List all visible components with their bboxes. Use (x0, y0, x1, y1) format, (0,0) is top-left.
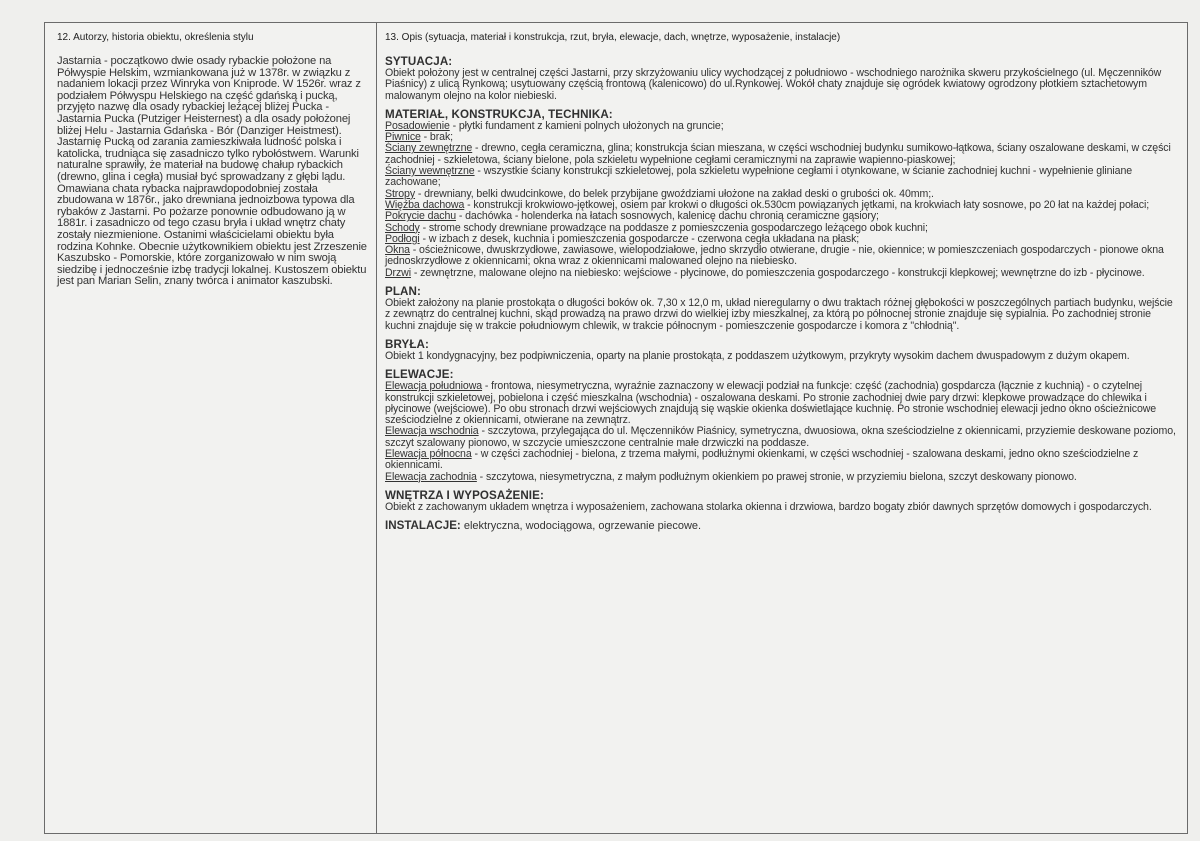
description-header: 13. Opis (sytuacja, materiał i konstrukcja, rzut, bryła, elewacje, dach, wnętrze, wyposażenie, instalacje) (385, 32, 841, 43)
section-title: WNĘTRZA I WYPOSAŻENIE: (385, 488, 544, 502)
list-item (385, 381, 1180, 426)
item-label: Elewacja wschodnia (385, 425, 479, 438)
section-title: ELEWACJE: (385, 368, 454, 382)
list-item (385, 121, 1180, 132)
item-label: Posadowienie (385, 119, 450, 132)
item-text: - brak; (420, 131, 453, 144)
list-item (385, 143, 1180, 166)
column-divider (376, 22, 377, 834)
item-label: Elewacja zachodnia (385, 470, 477, 483)
list-item (385, 166, 1180, 189)
section-title: MATERIAŁ, KONSTRUKCJA, TECHNIKA: (385, 107, 613, 121)
item-text: - drewniany, belki dwudcinkowe, do belek przybijane gwoździami ułożone na zakład deski o grubości ok. 40mm;. (415, 187, 934, 200)
item-label: Ściany zewnętrzne (385, 142, 473, 155)
history-header: 12. Autorzy, historia obiektu, określenia stylu (57, 32, 254, 43)
item-label: Elewacja północna (385, 448, 472, 461)
item-text: - ościeżnicowe, dwuskrzydłowe, zawiasowe, wielopodziałowe, jedno skrzydło otwierane, drugie - nie, okiennice; w pomieszczeniach gospodarczych - pionowe okna jednoskrzydłowe z okiennicami; okna wraz z okiennicami malowaned olejno na niebiesko. (385, 244, 1164, 268)
list-item (385, 268, 1180, 279)
section-text: Obiekt położony jest w centralnej części Jastarni, przy skrzyżowaniu ulicy wychodzącej z południowo - wschodniego narożnika skweru przykościelnego (ul. Męczenników Piaśnicy) z ulicą Rynkową; usytuowany częścią frontową (kalenicowo) do ul.Rynkowej. Wokół chaty znajduje się ogródek kwiatowy ogrodzony płotkiem sztachetowym malowanym olejno na kolor niebieski. (385, 67, 1162, 102)
section-text: elektryczna, wodociągowa, ogrzewanie piecowe. (460, 520, 702, 533)
list-item (385, 449, 1180, 472)
item-label: Okna (385, 244, 410, 257)
item-text: - w izbach z desek, kuchnia i pomieszczenia gospodarcze - czerwona cegła układana na płask; (419, 232, 860, 245)
item-label: Schody (385, 221, 420, 234)
section-title: PLAN: (385, 285, 421, 299)
list-item (385, 472, 1180, 483)
section-material (385, 109, 1180, 279)
history-text (57, 56, 369, 288)
item-text: - w części zachodniej - bielona, z trzema małymi, podłużnymi okienkami, w części wschodniej - szalowana deskami, jedno okno sześciodzielne z okiennicami. (385, 448, 1139, 472)
section-wnetrza (385, 490, 1180, 513)
section-title: INSTALACJE: (385, 519, 461, 533)
section-text: Obiekt założony na planie prostokąta o długości boków ok. 7,30 x 12,0 m, układ nieregularny o dwu traktach różnej głębokości w poszczególnych partiach budynku, wejście z zewnątrz do centralnej kuchni, skąd prowadzą na prawo drzwi do wielkiej izby mieszkalnej, za którą po północnej stronie znajduje się sypialnia. Po zachodniej stronie kuchni znajduje się w trakcie południowym chlewik, w trakcie północnym - pomieszczenie gospodarcze i komora z "chłodnią". (385, 297, 1173, 332)
item-label: Piwnice (385, 131, 421, 144)
section-sytuacja (385, 56, 1180, 102)
item-text: - strome schody drewniane prowadzące na poddasze z pomieszczenia gospodarczego leżącego obok kuchni; (419, 221, 928, 234)
item-text: - szczytowa, niesymetryczna, z małym podłużnym okienkiem po prawej stronie, w przyziemiu bielona, szczyt deskowany pionowo. (476, 470, 1077, 483)
item-label: Ściany wewnętrzne (385, 165, 475, 178)
section-text (385, 121, 1180, 279)
item-text: - dachówka - holenderka na łatach sosnowych, kalenicę dachu chronią ceramiczne gąsiory; (456, 210, 879, 223)
item-text: - płytki fundament z kamieni polnych ułożonych na gruncie; (449, 119, 724, 132)
section-text (385, 381, 1180, 483)
history-paragraph: Jastarnia - początkowo dwie osady rybackie położone na Półwyspie Helskim, wzmiankowana już w 1378r. w związku z nadaniem lokacji przez Winryka von Kniprode. W 1526r. wraz z podziałem Półwyspu Helskiego na część gdańską i pucką, przyjęto nazwę dla osady rybackiej leżącej bliżej Pucka - Jastarnia Pucka (Putziger Heisternest) a dla osady położonej bliżej Helu - Jastarnia Gdańska - Bór (Danziger Heistmest). Jastarnię Pucką od zarania zamieszkiwała ludność polska i katolicka, trudniąca się zasadniczo tylko rybołóstwem. Warunki naturalne sprawiły, że materiał na budowę chałup rybackich (drewno, glina i cegła) musiał być sprowadzany z głębi lądu. (57, 55, 361, 183)
item-text: - wszystkie ściany konstrukcji szkieletowej, pola szkieletu wypełnione cegłami i otynkowane, w ścianie zachodniej kuchni - wypełnienie gliniane zachowane; (385, 165, 1133, 189)
item-text: - frontowa, niesymetryczna, wyraźnie zaznaczony w elewacji podział na funkcje: część (zachodnia) gospdarcza (łącznie z kuchnią) - o czytelnej konstrukcji szkieletowej, pobielona i część mieszkalna (wschodnia) - oszalowana deskami. Po stronie zachodniej dwie pary drzwi: klepkowe prowadzące do chlewika i płycinowe (wejściowe). Po obu stronach drzwi wejściowych znajdują się wąskie okienka doświetlające kuchnię. Po stronie wschodniej elewacji jedno okno ościeżnicowe sześciodzielne z okiennicami, otwierane na zewnątrz. (385, 380, 1157, 427)
history-column (57, 31, 369, 288)
section-elewacje (385, 369, 1180, 483)
item-label: Drzwi (385, 266, 411, 279)
list-item (385, 245, 1180, 268)
item-text: - zewnętrzne, malowane olejno na niebiesko: wejściowe - płycinowe, do pomieszczenia gospodarczego - konstrukcji klepkowej; wewnętrzne do izb - płycinowe. (410, 266, 1145, 279)
item-label: Stropy (385, 187, 416, 200)
instalacje-line (385, 520, 1180, 532)
list-item (385, 426, 1180, 449)
section-bryla (385, 339, 1180, 362)
item-label: Pokrycie dachu (385, 210, 457, 223)
item-text: - konstrukcji krokwiowo-jętkowej, osiem par krokwi o długości ok.530cm powiązanych jętkami, na krokwiach łaty sosnowe, po 20 łat na każdej połaci; (464, 198, 1150, 211)
description-column (385, 31, 1180, 539)
section-instalacje (385, 520, 1180, 532)
section-plan (385, 286, 1180, 332)
item-label: Podłogi (385, 232, 420, 245)
section-title: BRYŁA: (385, 337, 429, 351)
item-text: - drewno, cegła ceramiczna, glina; konstrukcja ścian mieszana, w części wschodniej budynku sumikowo-łątkowa, ściany oszalowane deskami, w części zachodniej - szkieletowa, ściany bielone, pola szkieletu wypełnione cegłami ceramicznymi na zaprawie wapienno-piaskowej; (385, 142, 1171, 166)
section-title: SYTUACJA: (385, 55, 453, 68)
item-text: - szczytowa, przylegająca do ul. Męczenników Piaśnicy, symetryczna, dwuosiowa, okna sześciodzielne z okiennicami, przyziemie deskowane poziomo, szczyt szalowany pionowo, w szczycie umieszczone centralnie małe drzwiczki na poddasze. (385, 425, 1176, 449)
section-text: Obiekt 1 kondygnacyjny, bez podpiwniczenia, oparty na planie prostokąta, z poddaszem użytkowym, przykryty wysokim dachem dwuspadowym z dużym okapem. (385, 349, 1130, 362)
history-paragraph: Omawiana chata rybacka najprawdopodobniej została zbudowana w 1876r., jako drewniana jednoizbowa typowa dla rybaków z Jastarni. Po pożarze ponownie odbudowano ją w 1881r. i zasadniczo od tego czasu bryła i układ wnętrz chaty zostały niezmienione. Ostanimi właścicielami obiektu była rodzina Kohnke. Obecnie użytkownikiem obiektu jest Zrzeszenie Kaszubsko - Pomorskie, które zorganizowało w nim swoją siedzibę i jednocześnie izbę tradycji lokalnej. Kustoszem obiektu jest pan Marian Selin, znany twórca i animator kaszubski. (57, 182, 367, 288)
item-label: Elewacja południowa (385, 380, 483, 393)
section-text: Obiekt z zachowanym układem wnętrza i wyposażeniem, zachowana stolarka okienna i drzwiowa, bardzo bogaty zbiór dawnych sprzętów domowych i gospodarczych. (385, 500, 1152, 513)
item-label: Więźba dachowa (385, 198, 465, 211)
